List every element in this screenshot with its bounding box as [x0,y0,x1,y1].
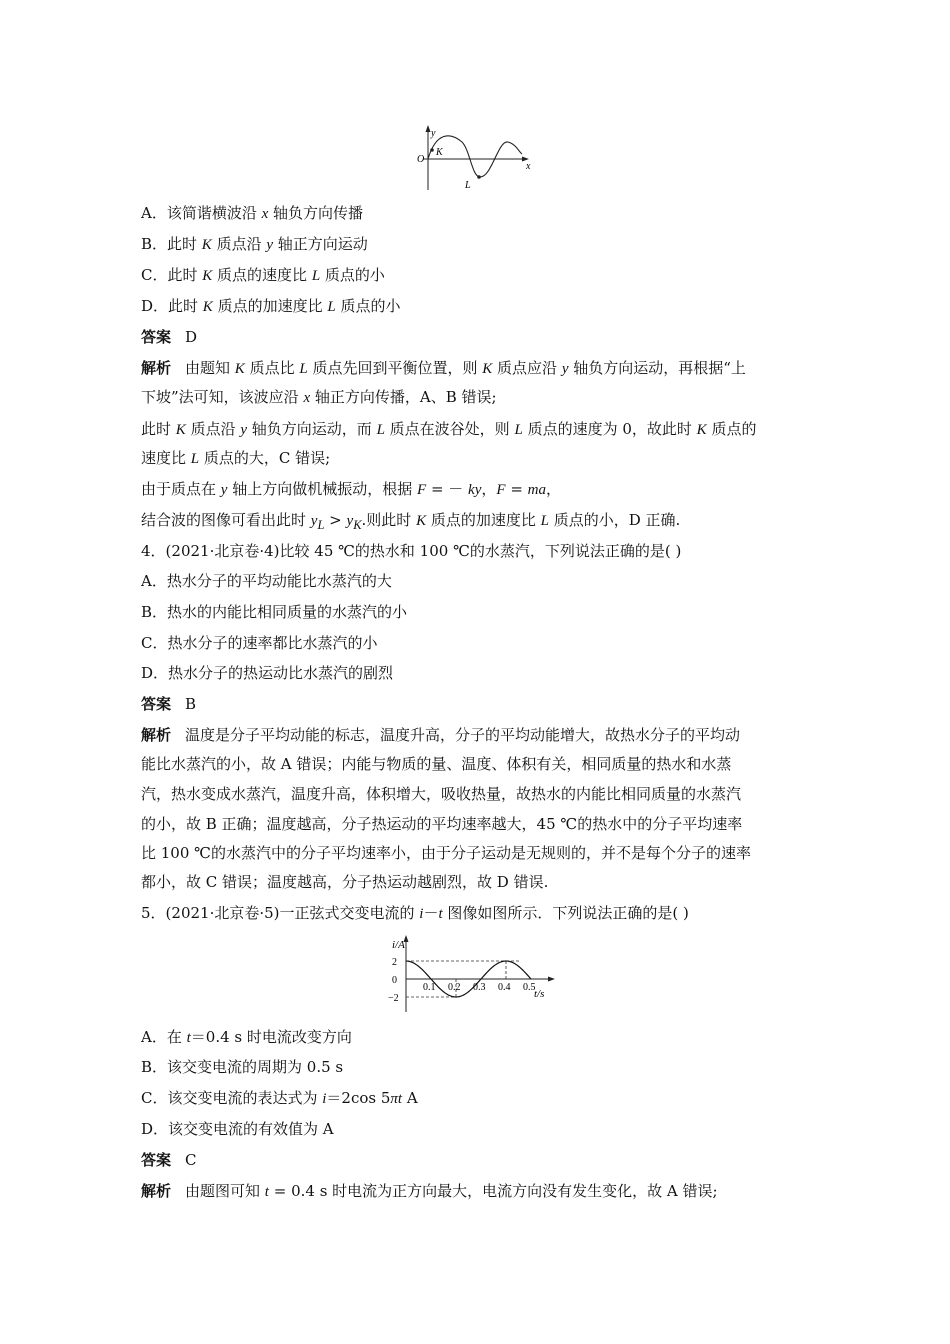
q3-option-c: C．此时 K 质点的速度比 L 质点的小 [141,266,385,284]
q4-stem: 4．(2021·北京卷·4)比较 45 ℃的热水和 100 ℃的水蒸汽，下列说法正确的是( ) [141,542,682,560]
q3-analysis-line-1: 解析 由题知 K 质点比 L 质点先回到平衡位置，则 K 质点应沿 y 轴负方向运动，再根据“上 [141,359,746,377]
q5-option-b: B．该交变电流的周期为 0.5 s [141,1058,344,1076]
q3-analysis-line-2: 下坡”法可知，该波应沿 x 轴正方向传播，A、B 错误; [141,388,497,406]
chart-y-label: i/A [392,939,405,951]
q4-option-b: B．热水的内能比相同质量的水蒸汽的小 [141,603,408,621]
wave-graph [408,122,538,192]
chart-x-tick: 0.1 [423,982,436,993]
q4-option-d: D．热水分子的热运动比水蒸汽的剧烈 [141,664,394,682]
current-chart [388,932,568,1016]
chart-x-tick: 0.5 [523,982,536,993]
q4-analysis-line-2: 能比水蒸汽的小，故 A 错误；内能与物质的量、温度、体积有关，相同质量的热水和水蒸 [141,755,732,773]
q3-analysis-line-3: 此时 K 质点沿 y 轴负方向运动，而 L 质点在波谷处，则 L 质点的速度为 0，故此时 K 质点的 [141,420,757,438]
answer-label: 答案 [141,328,172,346]
chart-x-tick: 0.2 [448,982,461,993]
point-l-label: L [465,180,471,191]
q5-option-a: A．在 t＝0.4 s 时电流改变方向 [141,1028,352,1046]
q5-answer: 答案 C [141,1151,197,1169]
q3-analysis-line-6: 结合波的图像可看出此时 $y_L > y_K$.则此时 K 质点的加速度比 L 质点的小，D 正确. [141,511,681,532]
q4-analysis-line-1: 解析 温度是分子平均动能的标志，温度升高，分子的平均动能增大，故热水分子的平均动 [141,726,741,744]
q3-option-b: B．此时 K 质点沿 y 轴正方向运动 [141,235,368,253]
wave-y-arrow [426,125,431,132]
q3-analysis-line-4: 速度比 L 质点的大，C 错误; [141,449,331,467]
q4-option-c: C．热水分子的速率都比水蒸汽的小 [141,634,378,652]
chart-x-label: t/s [534,988,545,1000]
wave-y-label: y [431,128,436,139]
q4-analysis-line-5: 比 100 ℃的水蒸汽中的分子平均速率小，由于分子运动是无规则的，并不是每个分子的速率 [141,844,751,862]
wave-x-label: x [526,161,531,172]
q4-analysis-line-3: 汽，热水变成水蒸汽，温度升高，体积增大，吸收热量，故热水的内能比相同质量的水蒸汽 [141,785,742,803]
q4-analysis-line-6: 都小，故 C 错误；温度越高，分子热运动越剧烈，故 D 错误. [141,873,549,891]
analysis-label: 解析 [141,1182,172,1200]
answer-label: 答案 [141,1151,172,1169]
q4-option-a: A．热水分子的平均动能比水蒸汽的大 [141,572,392,590]
q3-option-d: D．此时 K 质点的加速度比 L 质点的小 [141,297,401,315]
q5-option-c: C．该交变电流的表达式为 i＝2cos 5πt A [141,1089,418,1107]
q5-stem: 5．(2021·北京卷·5)一正弦式交变电流的 i－t 图像如图所示．下列说法正确的是( ) [141,904,689,922]
chart-y-tick: −2 [388,993,399,1004]
chart-y-tick: 0 [392,975,397,986]
analysis-label: 解析 [141,359,172,377]
q5-option-d: D．该交变电流的有效值为 A [141,1120,334,1138]
current-graph [388,932,568,1016]
chart-x-tick: 0.4 [498,982,511,993]
q4-answer: 答案 B [141,695,197,713]
analysis-label: 解析 [141,726,172,744]
wave-origin-label: O [417,154,425,165]
chart-x-tick: 0.3 [473,982,486,993]
point-k [430,148,434,152]
q4-analysis-line-4: 的小，故 B 正确；温度越高，分子热运动的平均速率越大，45 ℃的热水中的分子平均速率 [141,815,743,833]
point-k-label: K [436,147,443,158]
wave-figure [408,122,538,192]
chart-x-arrow [548,977,555,982]
q3-answer: 答案 D [141,328,198,346]
q3-option-a: A．该简谐横波沿 x 轴负方向传播 [141,204,364,222]
answer-label: 答案 [141,695,172,713]
q3-analysis-line-5: 由于质点在 y 轴上方向做机械振动，根据 F = － ky，F = ma， [141,480,562,498]
chart-y-tick: 2 [392,957,397,968]
point-l [477,175,481,179]
q5-analysis-line-1: 解析 由题图可知 t = 0.4 s 时电流为正方向最大，电流方向没有发生变化，故 A 错误; [141,1182,718,1200]
